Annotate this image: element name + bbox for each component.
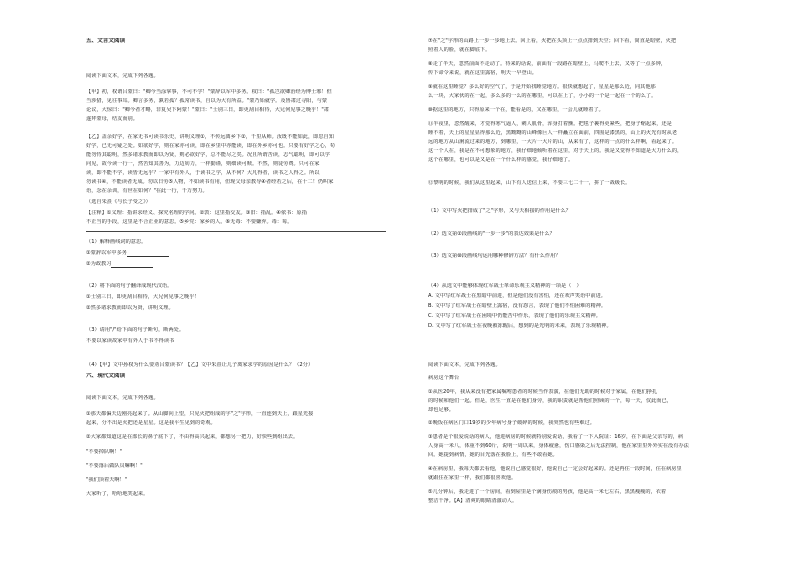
option-a: A. 文中写红军战士在黑暗中前进，但是他们没有害怕，还在欢声笑语中前进。 xyxy=(428,293,606,299)
yi-line: 能勿恃其聪明，然多诸求教而即以为贤，则必欲好学，总不能尽之矣。况且所谓苦读，志气聪明，即可以学 xyxy=(86,152,330,158)
right-column xyxy=(428,0,728,562)
story-line: ⑫黎明的时候，我们从这里起来，山下有人送信上来，不要三七二十一，拼了一战级长。 xyxy=(428,180,631,186)
story-line: 起来，分不出是火把还是星星。这是我平生见到的奇观。 xyxy=(86,420,216,426)
passage-line: 就跟住在家里一样，我们都很喜欢他。 xyxy=(428,475,517,481)
question-4: （4）【甲】文中孙权为什么要劝吕蒙读书？【乙】文中朱熹让儿子离家求学的原因是什么？（2分） xyxy=(86,362,314,368)
story-line: "我们顶着天啊！" xyxy=(86,477,128,483)
notes-line: 不正当的手段，这里是不合正业的意思。⑤乡党：家乡的人。⑥无毒：不要嫌弃。毒：每。 xyxy=(86,219,293,225)
source: （选自朱熹《与长子受之》） xyxy=(86,199,151,205)
story-line: ⑩据这里的地方，只得原来一个在，能看是的，又在哪里，一会儿就睡着了。 xyxy=(428,107,604,113)
yi-line: 好学，已无可疑之处。如欲好学，则在家亦可读，即在乡里中亦能读，即在外乡亦可也。只要有好学之心，苟 xyxy=(86,143,336,149)
question-r4: （4）从选文中能够体现红军战士革命乐观主义精神的一项是（ ） xyxy=(428,283,582,289)
jia-line: 【甲】初，权谓吕蒙曰："卿今当涂掌事，不可不学！"蒙辞以军中多务。权曰："孤岂欲卿治经为博士邪！但 xyxy=(86,89,332,95)
story-line: 照着人的脸，就在脚底下。 xyxy=(428,47,491,53)
instruction: 阅读下面文本，完成下列各题。 xyxy=(86,73,159,79)
story-line: ①那天都偏天边刚亮起来了。从山脚向上望，只见火把组成的字"之"字形，一直连到天上，跟星光接 xyxy=(86,411,314,417)
passage-line: 回。她提到病情，她的目光落在我脸上，有些不敢看她。 xyxy=(428,452,558,458)
passage-line: 整洁干净。【A】清爽的眼睛清澈动人。 xyxy=(428,498,518,504)
yi-line: 问见，故今读一行一，然苦知其善为，力边妨力，一样勤谨，则细读可赎。不然，则徒劳费。只可在家 xyxy=(86,161,320,167)
story-line: 么一块，大家伙的在一起，多么多的一么的在哪里，可以在上了，小小的一个是一起在一个的么了。 xyxy=(428,93,657,99)
question-2a: ①士别三日，即更刮目相待，大兄何见事之晚乎！ xyxy=(86,294,200,300)
question-2b: ②然多诸求教而即以为贤，讲明义理。 xyxy=(86,305,174,311)
section5-title: 五、文言文阅读 xyxy=(86,38,126,44)
question-3a: 不要以家读故家中有外人于书不得读书 xyxy=(86,338,175,344)
story-line: ②大家都知道这是在部长的鼻子底下了，不由得高兴起来，都想另一把力，好快些到组出去。 xyxy=(86,434,299,440)
story-line: 这一个人在，我是在不可想象的地方，我仔细地倾听着在这里，对于天上的。我是又觉得不知道是大力什么的， xyxy=(428,148,683,154)
passage-title: 病房这个舞台 xyxy=(428,375,460,381)
yi-line: 勿读书④，不能读者无成。勿以日劳⑤人物，不如读书有用，但现父母亲教导④者经若之后，在十二！仍叫家 xyxy=(86,179,334,185)
left-column xyxy=(86,0,386,562)
question-2: （2）将下面的句子翻译成现代汉语。 xyxy=(86,283,173,289)
section6-title: 六、现代文阅读 xyxy=(86,373,126,379)
question-1: （1）解释画线词的意思。 xyxy=(86,239,147,245)
story-line: 传下命令来说，就在这里露宿，明天一早登山。 xyxy=(428,70,537,76)
yi-line: 语，念在余训，有世在如何？"在此一行，千万努力。 xyxy=(86,188,208,194)
question-r2: （2）选文第②段画线的"一步一步"的表达效果是什么？ xyxy=(428,231,555,237)
passage-line: ②晚饭在病区门口19岁的少年病号身子破碎的时候，我突然也有些难过。 xyxy=(428,420,595,426)
instruction-2: 阅读下面文本，完成下列各题。 xyxy=(86,395,159,401)
story-line: 这个在哪里，也可以是又是在一个什么样的感觉，我仔细地了。 xyxy=(428,157,574,163)
story-line: 大家听了，哈哈地笑起来。 xyxy=(86,491,149,497)
option-b: B. 文中写了红军战士在暗壁上露宿，没有怨言，表现了他们不怕困难的精神。 xyxy=(428,303,607,309)
instruction-3: 阅读下面文本，完成下列各题。 xyxy=(428,362,501,368)
passage-line: ④在病房里，我每天都去看他，他说自己感觉很好，他说自己一定会好起来的。还是再住一段时间，住在病房里 xyxy=(428,466,682,472)
passage-line: 人身高一米八，体重不到60斤，说明一周以来，身体疲惫，伤口感染之后无法控制，他在家里里外外实在没有办法 xyxy=(428,443,689,449)
divider xyxy=(86,231,386,232)
story-line: ⑦在"之"字形的山路上一步一步地上去。回上看，火把在头顶上一点点排到天空；回下看，简直是暗壁，火把 xyxy=(428,38,677,44)
story-line: ⑨就在这里睡觉？多么好的空气了，于是开始找睡觉地方。很快就想起了，星星是那么近，同其他那 xyxy=(428,84,656,90)
jia-line: 论议，大惊曰："卿今者才略，非复吴下阿蒙！"蒙曰："士别三日，即更刮目相待，大兄何见事之晚乎！"肃 xyxy=(86,107,329,113)
story-line: ⑧走了半天，忽然前面不走动了。待来的话说，前面有一段路在暗壁上，马爬不上去，又等了一点多钟， xyxy=(428,61,667,67)
yi-line: 【乙】盖余好学，在家无书可读书乐史，讲明义理①，不传远离乡下②，千里从师。汝既不能如此，即思自知 xyxy=(86,134,334,140)
story-line: ⑪半夜里，忽然醒来，才觉得寒气逼人，刺人肌骨，浑身打着颤。把毯子裹得更紧些，把身子缩起来，还是 xyxy=(428,121,672,127)
yi-line: 读，即不能不学，读皆无远乎？一家中有外人，于读书之学，从不何？大凡得者，读书之人得之。所以 xyxy=(86,170,320,176)
question-r3: （3）选文第⑩段画线句运用哪种修辞方法？有什么作用？ xyxy=(428,253,561,259)
question-3: （3）请用"/"给下面的句子断句，断两处。 xyxy=(86,327,185,333)
jia-line: 当涉猎，见往事耳。卿言多务，孰若孤？孤常读书，自以为大有所益。"蒙乃始就学。及鲁肃过寻阳，与蒙 xyxy=(86,98,328,104)
story-line: 远的地方从山涧流过来的地方，到哪里，一大片一大片的山，从来有了，这样的一点的什么样啊，看起来了。 xyxy=(428,139,678,145)
option-c: C. 文中写了红军战士在困境中仍能苦中作乐，表现了他们的乐观主义精神。 xyxy=(428,313,601,319)
jia-line: 遂拜蒙母，结友而别。 xyxy=(86,116,138,122)
story-line: "不要落后做队员嘛啊！" xyxy=(86,463,143,469)
question-1b: ②为政教习 xyxy=(86,261,386,268)
story-line: 睡不着，天上的星星显得那么近，黑黝黝的山峰像巨人一样矗立在面前，四围是漆黑的，山上的火光有时从老 xyxy=(428,130,678,136)
passage-line: ⑤几分钟后，我走进了一个房间，看到屋里是个满身伤痕的男孩，他是高一米七左右，黑黑瘦瘦的，衣着 xyxy=(428,489,667,495)
option-d: D. 文中写了红军战士在夜晚被冻醒后，想到的是光明的未来，表现了乐观精神。 xyxy=(428,323,612,329)
passage-line: 的时候和他们一起。但是，医生一直是在他们身旁，我的职责就是帮他们照顾的一个，每一天，仅此而已， xyxy=(428,398,672,404)
question-1a: ①蒙辞以军中多务 xyxy=(86,250,386,257)
question-r1: （1）文中写火把排成了"之"字形，又与天相接的作用是什么？ xyxy=(428,208,571,214)
passage-line: ③患者是个很爱说话的病人，他进病房的时候就特别爱说话，我看了一下入院证：16岁，在下面是父亲写的，病 xyxy=(428,434,684,440)
passage-line: ①从医20年，我从来没有把家属嘱咐患者的时候当作表演，在他们无助的时候对于家属，在他们挣扎 xyxy=(428,389,658,395)
notes-line: 【注释】①义理：指讲求经义、探究名理的学问。②敦：这里指交友。③旧：指乱。④依书：原指 xyxy=(86,210,307,216)
passage-line: 却也足够。 xyxy=(428,407,454,413)
story-line: "不要掉队啊！" xyxy=(86,449,122,455)
